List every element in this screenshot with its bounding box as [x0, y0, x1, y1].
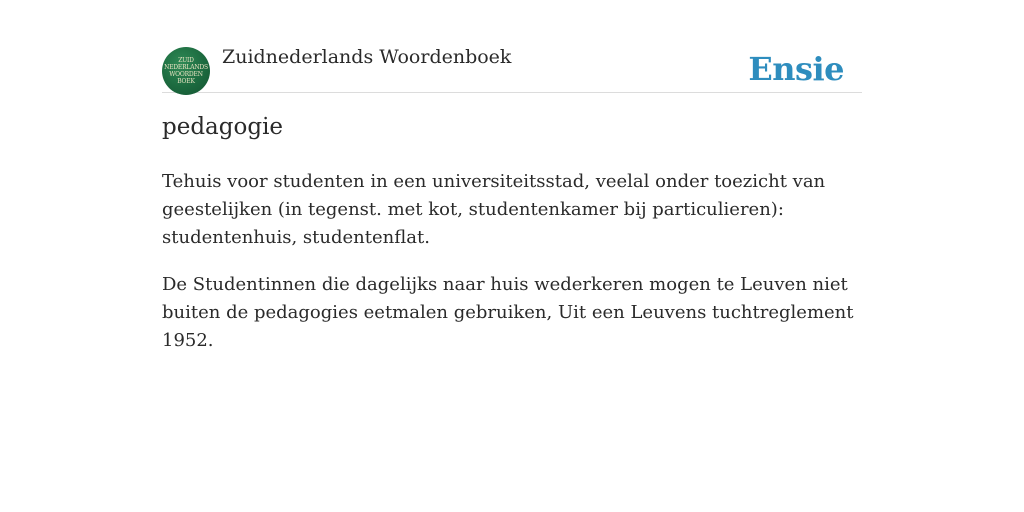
page-title: pedagogie [162, 114, 284, 140]
header [162, 44, 862, 93]
logo-line: NEDERLANDS [164, 64, 208, 71]
logo-line: WOORDEN [169, 71, 203, 78]
logo-line: BOEK [177, 78, 195, 85]
definition-text: Tehuis voor studenten in een universiteitsstad, veelal onder toezicht van geestelijken (in tegenst. met kot, studentenkamer bij particulieren): studentenhuis, studentenflat. [162, 171, 826, 248]
example-text: De Studentinnen die dagelijks naar huis wederkeren mogen te Leuven niet buiten de pedagogies eetmalen gebruiken, Uit een Leuvens tuchtreglement 1952. [162, 274, 854, 351]
dictionary-logo[interactable] [162, 47, 210, 95]
ensie-brand-link[interactable]: Ensie [748, 50, 844, 88]
site-name-link[interactable]: Zuidnederlands Woordenboek [222, 46, 512, 68]
logo-line: ZUID [178, 57, 194, 64]
